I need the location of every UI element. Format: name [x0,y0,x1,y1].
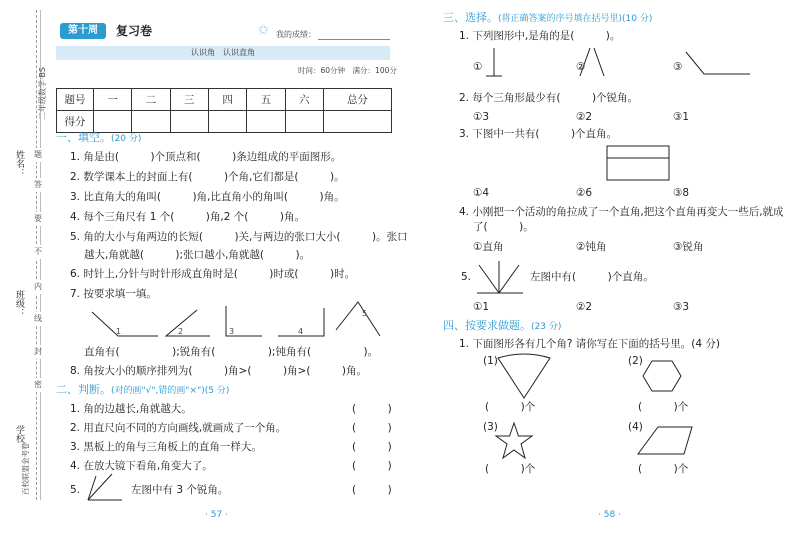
week-badge-text: 第十周 [68,25,98,36]
shape-answer-1[interactable]: ( )个 [485,401,536,413]
judge-answer-2[interactable]: ( ) [352,422,392,434]
choice-option-4-2[interactable]: ②钝角 [576,241,607,253]
choice-question-5-number: 5. [461,271,472,283]
choice-option-1-2[interactable]: ② [576,61,586,73]
choice-option-3-3[interactable]: ③8 [673,187,690,199]
score-input-cell[interactable] [285,111,323,133]
shape-answer-3[interactable]: ( )个 [485,463,536,475]
page-title: 复习卷 [116,24,153,38]
choice-question-4b: 了( )。 [473,221,534,233]
choice-option-2-2[interactable]: ②2 [576,111,593,123]
score-table-cell: 五 [247,89,285,111]
choice-option-2-3[interactable]: ③1 [673,111,690,123]
fill-question-8: 8. 角按大小的顺序排列为( )角>( )角>( )角。 [70,365,368,377]
choice-option-3-2[interactable]: ②6 [576,187,593,199]
star-icon: ✩ [258,23,269,38]
cut-char: 线 [34,312,42,326]
shape-label-2: (2) [628,355,643,367]
fill-question-7-answer: 直角有( );锐角有( );钝角有( )。 [84,346,379,358]
part4-points: (23 分) [531,322,562,332]
angle-1-shape [92,312,158,336]
part4-heading-text: 四、按要求做题。 [443,319,531,332]
fill-question-5b: 越大,角就越( );张口越小,角就越( )。 [84,249,311,261]
shape-label-3: (3) [483,421,498,433]
choice-option-1-3[interactable]: ③ [673,61,683,73]
page-number-right: · 58 · [598,510,621,520]
score-table-score-row [57,111,392,133]
score-input-cell[interactable] [247,111,285,133]
cut-char: 不 [34,245,42,259]
angle-label-5: 5 [362,309,368,318]
class-label: 班级： [14,290,24,317]
score-table-cell: 得分 [57,111,94,133]
choice-option-3-1[interactable]: ①4 [473,187,490,199]
cut-char: 题 [34,148,42,162]
school-label: 学校： [14,425,24,452]
choice-option-1-1[interactable]: ① [473,61,483,73]
angle-figures [82,302,392,342]
choice-question-3: 3. 下图中一共有( )个直角。 [459,128,618,140]
fill-question-6: 6. 时针上,分针与时针形成直角时是( )时或( )时。 [70,268,356,280]
score-table-cell: 六 [285,89,323,111]
score-table-cell: 四 [208,89,246,111]
angle-label-3: 3 [229,327,235,336]
judge-5-figure [84,472,124,502]
part1-heading-text: 一、填空。 [56,131,111,144]
choice-option-4-1[interactable]: ①直角 [473,241,504,253]
part1-heading [56,131,141,146]
fan-shape [496,354,556,400]
part3-heading [443,11,652,26]
score-table-cell: 三 [170,89,208,111]
star-shape [494,422,534,460]
part3-heading-text: 三、选择。 [443,11,498,24]
angle-5-shape [336,302,380,336]
shape-label-4: (4) [628,421,643,433]
cut-char: 答 [34,178,42,192]
judge-item-1: 1. 角的边越长,角就越大。 [70,403,192,415]
judge-answer-4[interactable]: ( ) [352,460,392,472]
time-info: 时间：60分钟 满分：100分 [298,66,397,75]
part4-heading [443,319,561,334]
choice-1-figures [480,44,780,84]
choice-option-5-1[interactable]: ①1 [473,301,490,313]
score-table-cell: 一 [94,89,132,111]
fill-question-1: 1. 角是由( )个顶点和( )条边组成的平面图形。 [70,151,342,163]
score-input-cell[interactable] [94,111,132,133]
fill-question-7: 7. 按要求填一填。 [70,288,157,300]
grade-label: 二年级数学·BS [38,67,47,120]
part2-note: (对的画"√",错的画"×")(5 分) [111,386,230,396]
score-table [56,88,392,133]
judge-answer-1[interactable]: ( ) [352,403,392,415]
score-underline [318,39,390,40]
angle-label-4: 4 [298,327,304,336]
part3-note: (将正确答案的序号填在括号里)(10 分) [498,14,653,24]
choice-option-2-1[interactable]: ①3 [473,111,490,123]
shape-answer-4[interactable]: ( )个 [638,463,689,475]
fill-question-3: 3. 比直角大的角叫( )角,比直角小的角叫( )角。 [70,191,345,203]
choice-question-2: 2. 每个三角形最少有( )个锐角。 [459,92,639,104]
judge-item-3: 3. 黑板上的角与三角板上的直角一样大。 [70,441,262,453]
choice-question-4a: 4. 小刚把一个活动的角拉成了一个直角,把这个直角再变大一些后,就成 [459,206,784,218]
judge-item-5: 5. [70,484,81,496]
choice-option-5-2[interactable]: ②2 [576,301,593,313]
score-table-cell: 题号 [57,89,94,111]
fill-question-2: 2. 数学课本上的封面上有( )个角,它们都是( )。 [70,171,345,183]
binding-margin [0,0,48,535]
score-input-cell[interactable] [132,111,170,133]
hexagon-shape [642,360,682,392]
score-table-cell: 二 [132,89,170,111]
task-question-1: 1. 下面图形各有几个角? 请你写在下面的括号里。(4 分) [459,338,720,350]
fill-question-5a: 5. 角的大小与角两边的长短( )关,与两边的张口大小( )。张口 [70,231,408,243]
score-table-header-row [57,89,392,111]
cut-char: 内 [34,280,42,294]
judge-item-5-text: 左图中有 3 个锐角。 [131,484,229,496]
topic-bar-text: 认识角 认识直角 [191,48,255,57]
name-label: 姓名： [14,150,24,177]
choice-3-figure [606,145,670,181]
cut-char: 封 [34,345,42,359]
angle-label-2: 2 [178,327,184,336]
judge-answer-5[interactable]: ( ) [352,484,392,496]
page-number-left: · 57 · [205,510,228,520]
score-table-cell: 总分 [323,89,391,111]
choice-question-1: 1. 下列图形中,是角的是( )。 [459,30,621,42]
cut-char: 密 [34,378,42,392]
cut-char: 要 [34,212,42,226]
brand-label: 百校联盟金考卷 [21,442,30,495]
part2-heading-text: 二、判断。 [56,383,111,396]
score-label: 我的成绩： [276,30,316,39]
angle-2-shape [166,310,210,336]
trapezoid-shape [636,426,694,456]
part2-heading [56,383,229,398]
judge-answer-3[interactable]: ( ) [352,441,392,453]
choice-option-4-3[interactable]: ③锐角 [673,241,704,253]
score-input-cell[interactable] [170,111,208,133]
score-input-cell[interactable] [208,111,246,133]
angle-label-1: 1 [116,327,122,336]
shape-answer-2[interactable]: ( )个 [638,401,689,413]
shape-label-1: (1) [483,355,498,367]
choice-5-figure [473,257,525,297]
judge-item-2: 2. 用直尺向不同的方向画线,就画成了一个角。 [70,422,287,434]
choice-option-5-3[interactable]: ③3 [673,301,690,313]
week-badge [60,23,106,39]
choice-question-5: 左图中有( )个直角。 [530,271,654,283]
score-input-cell[interactable] [323,111,391,133]
part1-points: (20 分) [111,134,142,144]
judge-item-4: 4. 在放大镜下看角,角变大了。 [70,460,213,472]
fill-question-4: 4. 每个三角尺有 1 个( )角,2 个( )角。 [70,211,305,223]
topic-bar [56,46,390,60]
